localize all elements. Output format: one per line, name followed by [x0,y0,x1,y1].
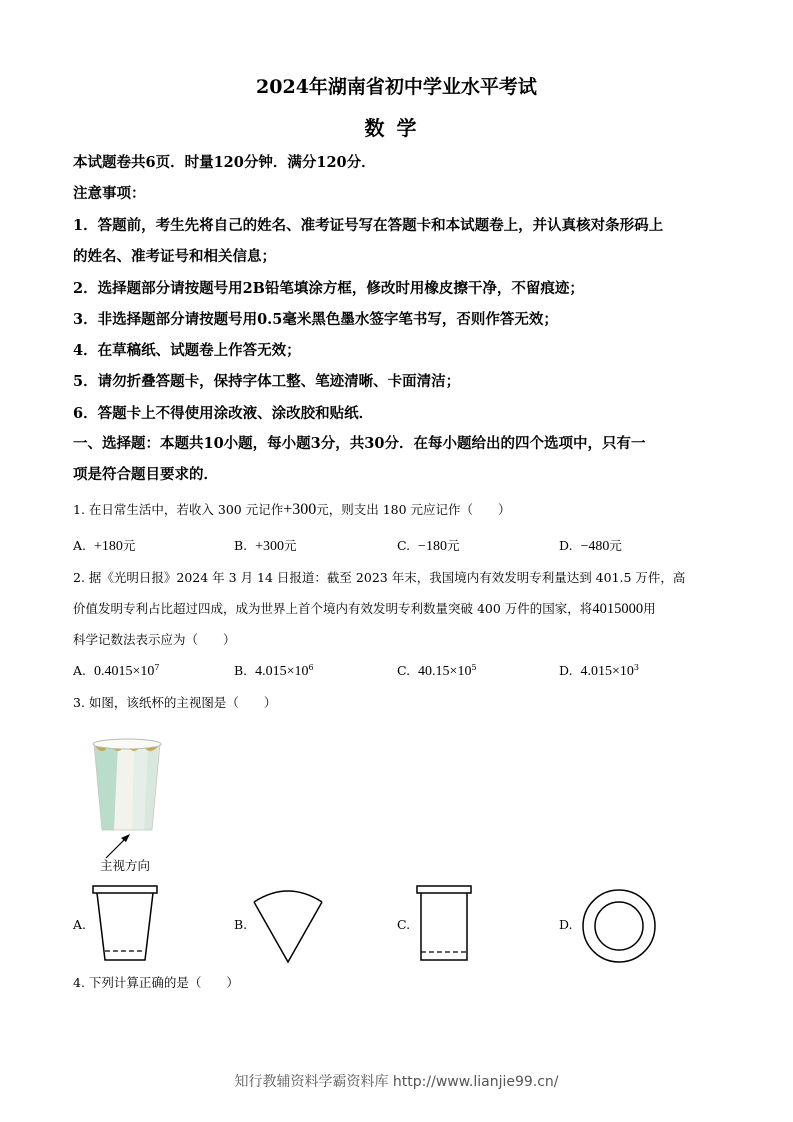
question-2-line-3: 科学记数法表示应为（ ） [73,632,236,647]
subject-title: 数学 [364,116,429,140]
question-1-stem: 1. 在日常生活中，若收入 300 元记作+300元，则支出 180 元应记作（ ） [73,501,511,518]
notice-line-1: 1．答题前，考生先将自己的姓名、准考证号写在答题卡和本试题卷上，并认真核对条形码上 [73,217,664,234]
q2-option-a[interactable]: A. $0.4015\times 10^7$ [73,663,160,680]
notice-line-1-cont: 的姓名、准考证号和相关信息； [73,248,276,265]
exam-title: 2024年湖南省初中学业水平考试 [256,76,537,98]
q3-option-d-label[interactable]: D. [559,917,573,932]
exam-info: 本试题卷共6页．时量120分钟．满分120分． [73,154,376,171]
footer-watermark[interactable]: 知行教辅资料学霸资料库 http://www.lianjie99.cn/ [234,1074,559,1090]
q3-option-b-label[interactable]: B. [234,917,248,932]
q1-option-d[interactable]: D. −480元 [559,538,622,554]
notice-line-2: 2．选择题部分请按题号用2B铅笔填涂方框，修改时用橡皮擦干净，不留痕迹； [73,280,584,297]
notice-line-5: 5．请勿折叠答题卡，保持字体工整、笔迹清晰、卡面清洁； [73,373,461,390]
q2-option-c[interactable]: C. $40.15\times 10^5$ [397,663,477,680]
q3-option-c-label[interactable]: C. [397,917,411,932]
q2-option-d[interactable]: D. $4.015\times 10^3$ [559,663,640,680]
q3-option-c-figure[interactable] [416,884,472,964]
q3-option-b-figure[interactable] [251,882,325,966]
q3-option-a-figure[interactable] [92,884,158,964]
section-heading-cont: 项是符合题目要求的． [73,466,218,483]
q1-option-a[interactable]: A. +180元 [73,538,136,554]
notice-line-4: 4．在草稿纸、试题卷上作答无效； [73,342,301,359]
q1-option-b[interactable]: B. +300元 [234,538,297,554]
q3-option-d-figure[interactable] [580,887,658,965]
question-3-stem: 3. 如图，该纸杯的主视图是（ ） [73,695,277,710]
question-2-line-1: 2. 据《光明日报》2024 年 3 月 14 日报道：截至 2023 年末，我国境内有效发明专利量达到 401.5 万件，高 [73,570,686,585]
paper-cup-figure [88,730,168,840]
cup-rim [93,739,161,749]
notice-line-6: 6．答题卡上不得使用涂改液、涂改胶和贴纸． [73,405,374,422]
notice-title: 注意事项： [73,185,146,202]
question-4-stem: 4. 下列计算正确的是（ ） [73,975,239,990]
q2-option-b[interactable]: B. $4.015\times 10^6$ [234,663,314,680]
view-direction-label: 主视方向 [100,858,151,873]
q1-option-c[interactable]: C. −180元 [397,538,460,554]
section-heading: 一、选择题：本题共10小题，每小题3分，共30分．在每小题给出的四个选项中，只有一 [73,435,646,452]
q3-option-a-label[interactable]: A. [73,917,87,932]
question-2-line-2: 价值发明专利占比超过四成，成为世界上首个境内有效发明专利数量突破 400 万件的国家，将4015000用 [73,601,656,617]
notice-line-3: 3．非选择题部分请按题号用0.5毫米黑色墨水签字笔书写，否则作答无效； [73,311,558,328]
